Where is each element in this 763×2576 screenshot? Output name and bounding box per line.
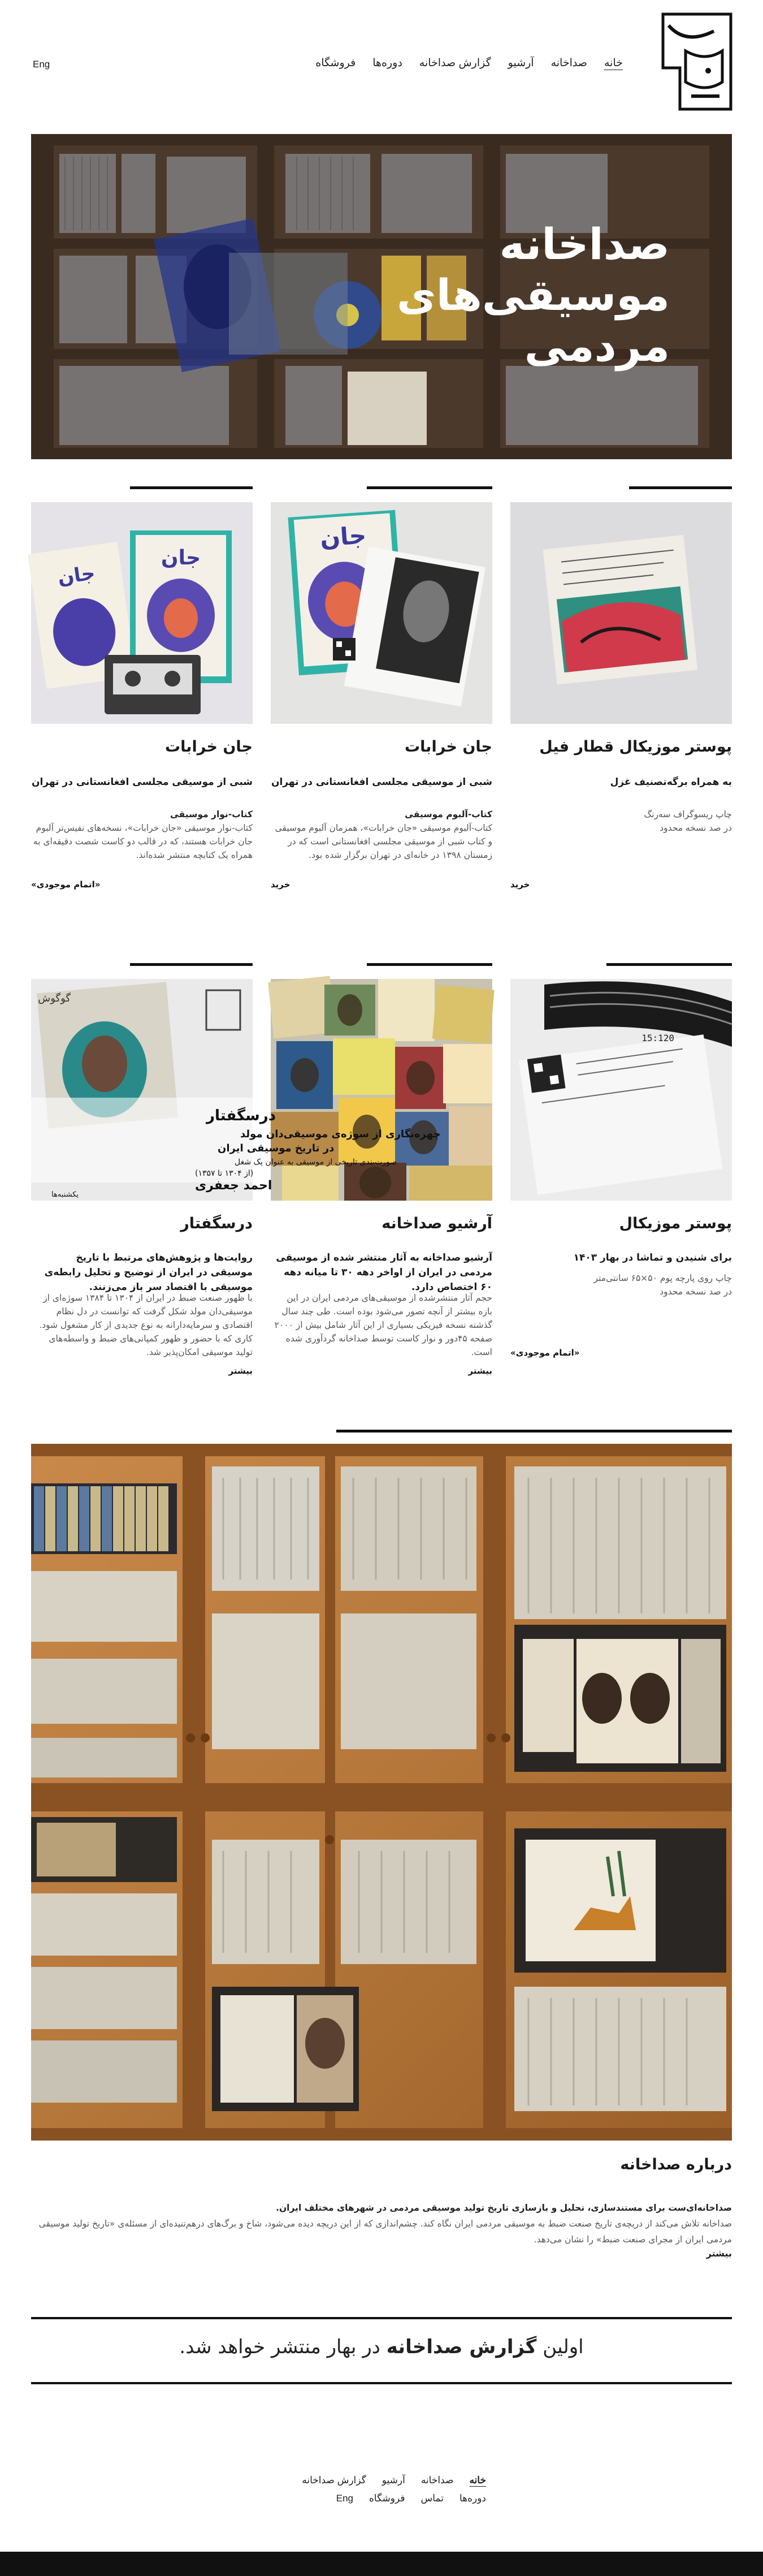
card-top-rule — [367, 486, 492, 489]
card-title: درسگفتار — [180, 1215, 253, 1232]
card-description — [31, 1291, 253, 1359]
footer-nav — [277, 2471, 486, 2508]
footer-link-contact[interactable]: تماس — [420, 2493, 444, 2504]
footer-link-report[interactable]: گزارش صداخانه — [302, 2475, 366, 2486]
svg-text:جان: جان — [161, 546, 201, 569]
card-description — [271, 1291, 492, 1359]
card-meta-label: کتاب-نوار موسیقی — [170, 809, 253, 819]
lecture-cover-line: یکشنبه‌ها — [51, 1190, 79, 1199]
card-subtitle: شبی از موسیقی مجلسی افغانستانی در تهران — [31, 776, 253, 788]
musical-poster-image — [510, 979, 732, 1201]
card-top-rule — [606, 963, 732, 966]
section-rule — [31, 2317, 732, 2319]
nav-home[interactable]: خانه — [604, 57, 623, 69]
lecture-cover-line: (از ۱۳۰۴ تا ۱۳۵۷) — [195, 1169, 254, 1178]
hero-title-line: مردمی — [524, 321, 670, 371]
sold-out-label: «اتمام موجودی» — [31, 879, 101, 890]
card-meta-text: چاپ ریسوگراف سه‌رنگ در صد نسخه محدود — [644, 809, 732, 833]
report-suffix: در بهار منتشر خواهد شد. — [179, 2336, 387, 2358]
card-meta-label: کتاب-آلبوم موسیقی — [405, 809, 492, 819]
card-top-rule — [130, 486, 253, 489]
nav-shop[interactable]: فروشگاه — [315, 57, 356, 69]
about-lead: صداخانه‌ای‌ست برای مستندسازی، تحلیل و بازسازی تاریخ تولید موسیقی مردمی در شهرهای مختلف ایران. — [276, 2203, 732, 2213]
footer-link-archive[interactable]: آرشیو — [382, 2475, 405, 2486]
card-title: جان خرابات — [165, 738, 253, 756]
report-name: گزارش صداخانه — [386, 2336, 537, 2358]
footer-bar — [0, 2552, 763, 2576]
footer-link-english[interactable]: Eng — [336, 2493, 354, 2504]
lecture-cover-image — [31, 979, 441, 1201]
site-header — [0, 0, 763, 122]
sedakhaneh-logo[interactable] — [652, 11, 734, 112]
lecture-cover-line: در تاریخ موسیقی ایران — [218, 1142, 335, 1154]
report-announcement — [31, 2336, 732, 2358]
card-meta-text: چاپ روی پارچه پوم ۵۰×۶۵ سانتی‌متر در صد نسخه محدود — [593, 1273, 732, 1297]
about-more-link[interactable]: بیشتر — [706, 2248, 732, 2259]
hero-title-line: موسیقی‌های — [397, 270, 670, 320]
card-description — [271, 808, 492, 862]
lecture-cover-line: چهره‌نگاری از سوژه‌ی موسیقی‌دان مولد — [240, 1128, 441, 1140]
card-title: پوستر موزیکال قطار فیل — [539, 738, 732, 756]
card-subtitle: برای شنیدن و تماشا در بهار ۱۴۰۳ — [573, 1252, 732, 1263]
product-card-elephant-poster[interactable] — [510, 486, 732, 916]
book-album-image — [271, 502, 492, 724]
main-nav — [315, 57, 623, 70]
footer-link-home[interactable]: خانه — [469, 2475, 486, 2486]
nav-report[interactable]: گزارش صداخانه — [419, 57, 491, 69]
section-rule — [336, 1430, 732, 1432]
card-title: جان خرابات — [405, 738, 492, 756]
lecture-cover-line: صورت‌بندی تاریخی از موسیقی به عنوان یک شغل — [235, 1158, 397, 1167]
card-description — [31, 808, 253, 862]
lecture-cover-heading: درسگفتار — [206, 1107, 276, 1124]
about-title: درباره صداخانه — [620, 2156, 732, 2173]
card-top-rule — [629, 486, 732, 489]
footer-nav-row — [277, 2489, 486, 2508]
card-top-rule — [130, 963, 253, 966]
sold-out-label: «اتمام موجودی» — [510, 1348, 580, 1358]
footer-link-sedakhaneh[interactable]: صداخانه — [420, 2475, 454, 2486]
footer-link-courses[interactable]: دوره‌ها — [459, 2493, 486, 2504]
archive-card[interactable] — [271, 963, 492, 1393]
nav-sedakhaneh[interactable]: صداخانه — [550, 57, 587, 69]
about-text — [31, 2200, 732, 2247]
card-title: پوستر موزیکال — [619, 1215, 732, 1232]
more-link[interactable]: بیشتر — [468, 1366, 492, 1376]
poster-image — [510, 502, 732, 724]
buy-button[interactable]: خرید — [510, 879, 530, 890]
book-tape-image — [31, 502, 253, 724]
footer-nav-row — [277, 2471, 486, 2489]
card-subtitle: آرشیو صداخانه به آثار منتشر شده از موسیقی مردمی در ایران از اواخر دهه ۳۰ تا میانه دهه ۶۰ اختصاص دارد. — [276, 1252, 492, 1293]
card-subtitle: به همراه برگه‌تصنیف غزل — [610, 776, 732, 788]
hero-title-line: صداخانه — [499, 219, 670, 269]
card-subtitle: روایت‌ها و پژوهش‌های مرتبط با تاریخ موسیقی در ایران از توضیح و تحلیل رابطه‌ی موسیقی با اقتصاد سر باز می‌زنند. — [44, 1252, 253, 1293]
archive-collage-image — [271, 979, 492, 1201]
more-link[interactable]: بیشتر — [228, 1366, 253, 1376]
svg-text:جان: جان — [319, 521, 367, 553]
section-rule — [31, 2382, 732, 2384]
svg-text:گوگوش: گوگوش — [38, 993, 71, 1004]
card-description — [510, 1271, 732, 1298]
product-card-jan-kharabat-book[interactable] — [271, 486, 492, 916]
footer-link-shop[interactable]: فروشگاه — [369, 2493, 405, 2504]
product-card-jan-kharabat-tape[interactable] — [31, 486, 253, 916]
svg-text:جان: جان — [56, 562, 97, 590]
about-paragraph: صداخانه تلاش می‌کند از دریچه‌ی تاریخ صنعت ضبط به موسیقی مردمی ایران نگاه کند. چشم‌اندازی که از این دریچه دیده می‌شود، شاخ و برگ‌های درهم‌تنیده‌ای از مسئله‌ی «تاریخ تولید موسیقی مردمی ایران از مجرای صنعت ضبط» را نشان می‌دهد. — [38, 2219, 732, 2245]
card-description — [510, 808, 732, 835]
buy-button[interactable]: خرید — [271, 879, 291, 890]
wooden-cabinet-image — [31, 1444, 732, 2141]
report-prefix: اولین — [536, 2336, 584, 2358]
nav-archive[interactable]: آرشیو — [508, 57, 534, 69]
nav-courses[interactable]: دوره‌ها — [372, 57, 402, 69]
hero-banner — [31, 134, 732, 459]
card-top-rule — [367, 963, 492, 966]
product-card-musical-poster[interactable] — [510, 963, 732, 1393]
card-subtitle: شبی از موسیقی مجلسی افغانستانی در تهران — [271, 776, 492, 788]
card-meta-text: حجم آثار منتشرشده از موسیقی‌های مردمی ایران در این بازه بیشتر از آنچه تصور می‌شود بوده است. طی چند سال گذشته نسخه فیزیکی بسیاری از این آثار شامل بیش از ۲۰۰۰ صفحه ۴۵دور و نوار کاست توسط صداخانه گردآوری شده است. — [274, 1293, 492, 1357]
card-meta-text: با ظهور صنعت ضبط در ایران از ۱۳۰۴ تا ۱۳۸۴ سوژه‌ای از موسیقی‌دان مولد شکل گرفت که توانست در دل نظام اقتصادی و سرمایه‌دارانه به نوع جدیدی از کار مشغول شود. کاری که با حضور و ظهور کمپانی‌های ضبط و واسطه‌های تولید موسیقی امکان‌پذیر شد. — [39, 1293, 253, 1357]
lecture-cover-author: احمد جعفری — [195, 1179, 272, 1193]
card-title: آرشیو صداخانه — [382, 1215, 492, 1232]
card-meta-text: کتاب-نوار موسیقی «جان خرابات»، نسخه‌های نفیس‌تر آلبوم جان خرابات هستند، که در قالب دو کاست شصت دقیقه‌ای به همراه یک کتابچه منتشر شده‌اند. — [33, 823, 253, 860]
svg-text:15:120: 15:120 — [641, 1033, 674, 1043]
hero-title — [397, 219, 670, 372]
card-meta-text: کتاب-آلبوم موسیقی «جان خرابات»، همزمان آلبوم موسیقی و کتاب شبی از موسیقی مجلسی افغانستانی است که در زمستان ۱۳۹۸ در خانه‌ای در تهران برگزار شده بود. — [275, 823, 492, 860]
language-switch[interactable]: Eng — [33, 59, 50, 70]
